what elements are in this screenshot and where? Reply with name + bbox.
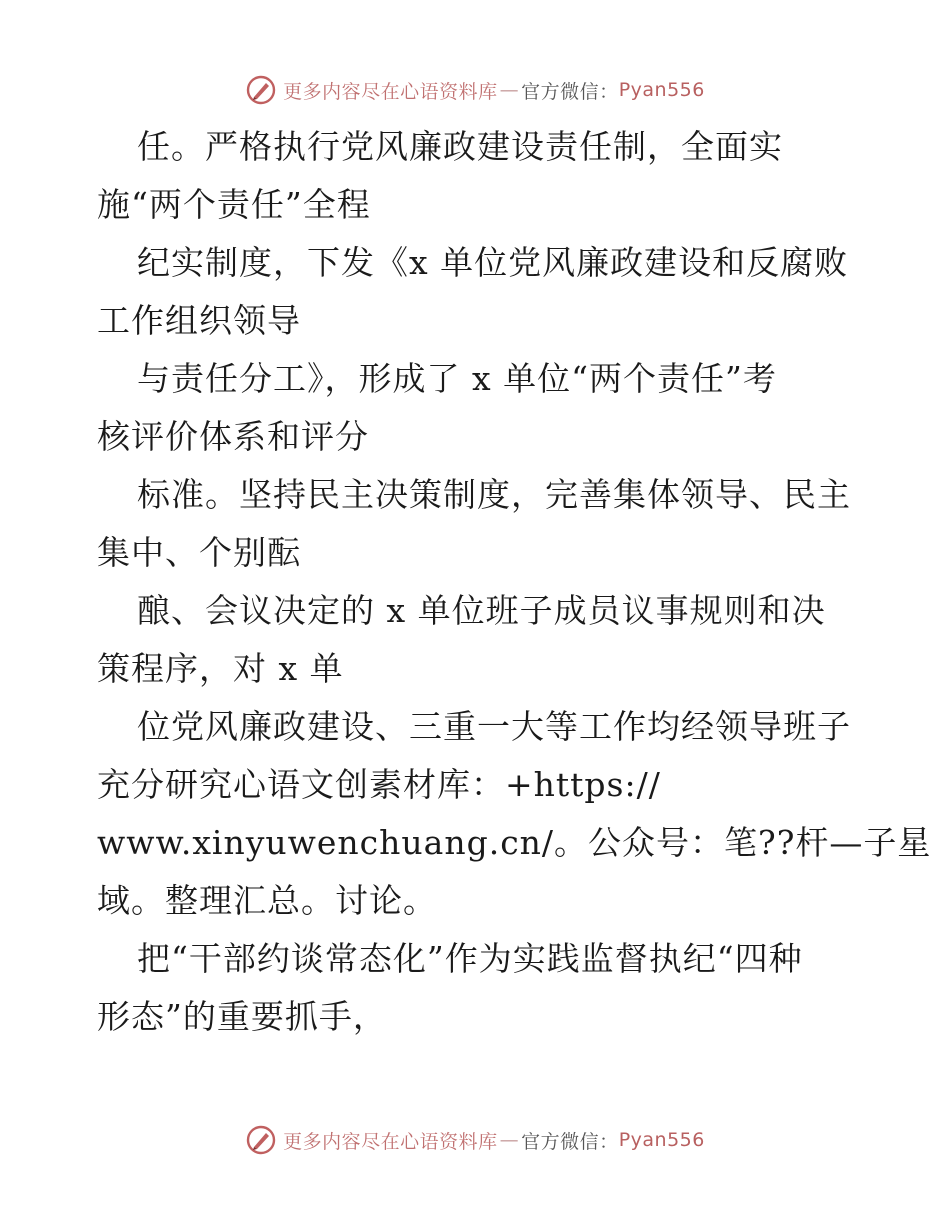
text-line: 策程序，对 x 单 — [97, 649, 344, 688]
text-line: 把“干部约谈常态化”作为实践监督执纪“四种 — [137, 939, 803, 978]
pen-logo-icon — [245, 1124, 277, 1156]
document-body — [97, 118, 932, 1046]
watermark-site-text: 更多内容尽在心语资料库 — [283, 80, 498, 103]
watermark-official-text: 官方微信： — [521, 1130, 619, 1153]
watermark-text — [283, 77, 705, 104]
text-line: 纪实制度，下发《x 单位党风廉政建设和反腐败 — [137, 243, 849, 282]
text-line: 酿、会议决定的 x 单位班子成员议事规则和决 — [137, 591, 826, 630]
text-line: 集中、个别酝 — [97, 533, 301, 572]
header-watermark — [0, 70, 950, 110]
watermark-dash: — — [499, 79, 520, 101]
footer-watermark — [0, 1120, 950, 1160]
text-line: 任。严格执行党风廉政建设责任制，全面实 — [137, 127, 783, 166]
watermark-dash: — — [499, 1129, 520, 1151]
text-line: 工作组织领导 — [97, 301, 301, 340]
watermark-site-text: 更多内容尽在心语资料库 — [283, 1130, 498, 1153]
text-line: 核评价体系和评分 — [97, 417, 369, 456]
watermark-text — [283, 1127, 705, 1154]
text-line: 形态”的重要抓手， — [97, 997, 387, 1036]
text-line: 充分研究心语文创素材库：+https:// — [97, 765, 661, 804]
text-line: www.xinyuwenchuang.cn/。公众号：笔??杆—子星 — [97, 823, 932, 862]
text-line: 标准。坚持民主决策制度，完善集体领导、民主 — [137, 475, 851, 514]
text-line: 域。整理汇总。讨论。 — [97, 881, 437, 920]
text-line: 与责任分工》，形成了 x 单位“两个责任”考 — [137, 359, 777, 398]
text-line: 施“两个责任”全程 — [97, 185, 371, 224]
watermark-wechat-id: Pyan556 — [618, 1129, 705, 1151]
watermark-official-text: 官方微信： — [521, 80, 619, 103]
pen-logo-icon — [245, 74, 277, 106]
watermark-wechat-id: Pyan556 — [618, 79, 705, 101]
text-line: 位党风廉政建设、三重一大等工作均经领导班子 — [137, 707, 851, 746]
